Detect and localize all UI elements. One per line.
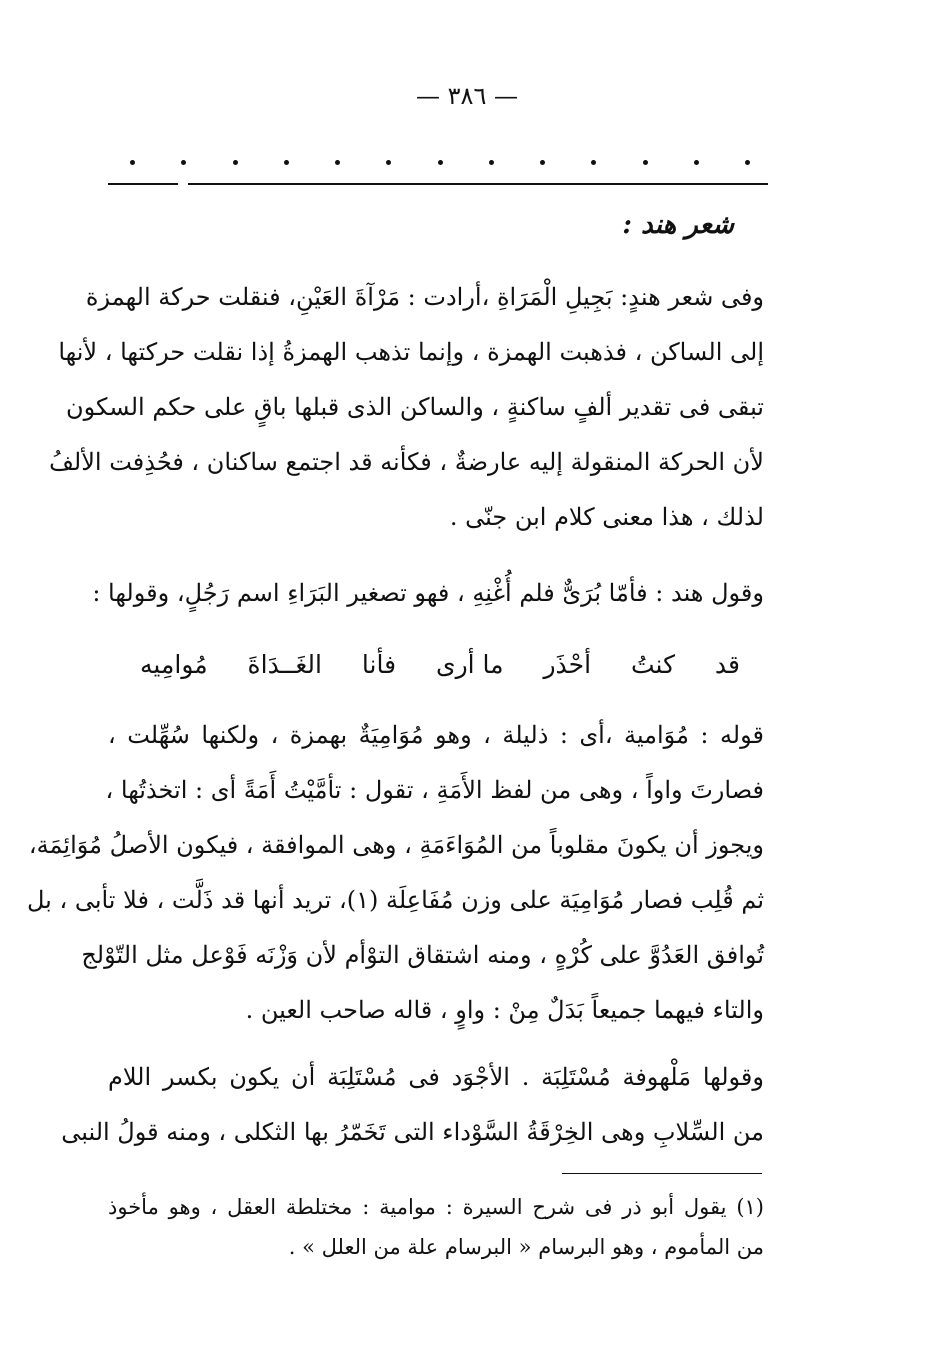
section-heading: شعر هند : <box>622 210 734 240</box>
ornamental-dots-row <box>130 150 750 174</box>
header-rule-short-segment <box>108 183 178 185</box>
ornament-dot <box>745 160 750 165</box>
paragraph-1 <box>49 270 764 545</box>
footnote <box>108 1187 764 1267</box>
footnote-line: (١) يقول أبو ذر فى شرح السيرة : موامية : مختلطة العقل ، وهو مأخوذ <box>108 1195 764 1219</box>
text-line: وقولها مَلْهوفة مُسْتَلِبَة . الأجْوَد فى مُسْتَلِبَة أن يكون بكسر اللام <box>108 1063 764 1091</box>
ornament-dot <box>540 160 545 165</box>
text-line: لذلك ، هذا معنى كلام ابن جنّى . <box>449 503 764 531</box>
ornament-dot <box>181 160 186 165</box>
text-line: تبقى فى تقدير ألفٍ ساكنةٍ ، والساكن الذى قبلها باقٍ على حكم السكون <box>66 393 764 421</box>
text-line: وفى شعر هندٍ: بَجِيلِ الْمَرَاةِ ،أرادت : مَرْآةَ العَيْنِ، فنقلت حركة الهمزة <box>85 283 764 311</box>
text-line: ويجوز أن يكونَ مقلوباً من المُوَاءَمَةِ ، وهى الموافقة ، فيكون الأصلُ مُوَائِمَة، <box>28 831 764 859</box>
ornament-dot <box>438 160 443 165</box>
paragraph-2 <box>92 566 764 621</box>
poem-word: الغَــدَاةَ <box>247 650 322 679</box>
ornament-dot <box>489 160 494 165</box>
ornament-dot <box>284 160 289 165</box>
page-number: — ٣٨٦ — <box>416 82 518 110</box>
text-line: فصارتَ واواً ، وهى من لفظ الأَمَةِ ، تقول : تأمَّيْتُ أَمَةً أى : اتخذتُها ، <box>105 776 764 804</box>
text-line: إلى الساكن ، فذهبت الهمزة ، وإنما تذهب الهمزةُ إذا نقلت حركتها ، لأنها <box>58 338 764 366</box>
text-line: ثم قُلِب فصار مُوَامِيَة على وزن مُفَاعِلَة (١)، تريد أنها قد ذَلَّت ، فلا تأبى ، بل <box>26 886 764 914</box>
footnote-line: من المأموم ، وهو البرسام « البرسام علة من العلل » . <box>288 1235 764 1259</box>
ornament-dot <box>591 160 596 165</box>
text-line: تُوافق العَدُوَّ على كُرْهٍ ، ومنه اشتقاق التوْأم لأن وَزْنَه فَوْعل مثل التّوْلج <box>81 941 764 969</box>
paragraph-4 <box>61 1050 764 1160</box>
paragraph-3 <box>26 708 764 1038</box>
ornament-dot <box>694 160 699 165</box>
poem-word: أحْذَر <box>543 650 592 679</box>
text-line: من السِّلابِ وهى الخِرْقَةُ السَّوْداء التى تَخَمّرُ بها الثكلى ، ومنه قولُ النبى <box>61 1118 764 1146</box>
poem-word: كنتُ <box>631 650 675 679</box>
header-rule-long-segment <box>188 183 768 185</box>
ornament-dot <box>130 160 135 165</box>
text-line: والتاء فيهما جميعاً بَدَلٌ مِنْ : واوٍ ، قاله صاحب العين . <box>245 996 764 1024</box>
poem-word: فأنا <box>361 650 397 679</box>
ornament-dot <box>233 160 238 165</box>
ornament-dot <box>335 160 340 165</box>
poem-verse <box>140 640 740 690</box>
poem-word: ما أرى <box>436 650 504 679</box>
text-line: قوله : مُوَامية ،أى : ذليلة ، وهو مُوَامِيَةٌ بهمزة ، ولكنها سُهِّلت ، <box>108 721 764 749</box>
poem-word: قد <box>714 650 740 679</box>
footnote-separator-rule <box>562 1173 762 1174</box>
ornament-dot <box>386 160 391 165</box>
ornament-dot <box>643 160 648 165</box>
poem-word: مُوامِيه <box>140 650 208 679</box>
text-line: لأن الحركة المنقولة إليه عارضةٌ ، فكأنه قد اجتمع ساكنان ، فحُذِفت الألفُ <box>49 448 764 476</box>
text-line: وقول هند : فأمّا بُرَىٌّ فلم أُغْنِهِ ، فهو تصغير البَرَاءِ اسم رَجُلٍ، وقولها : <box>92 579 764 607</box>
